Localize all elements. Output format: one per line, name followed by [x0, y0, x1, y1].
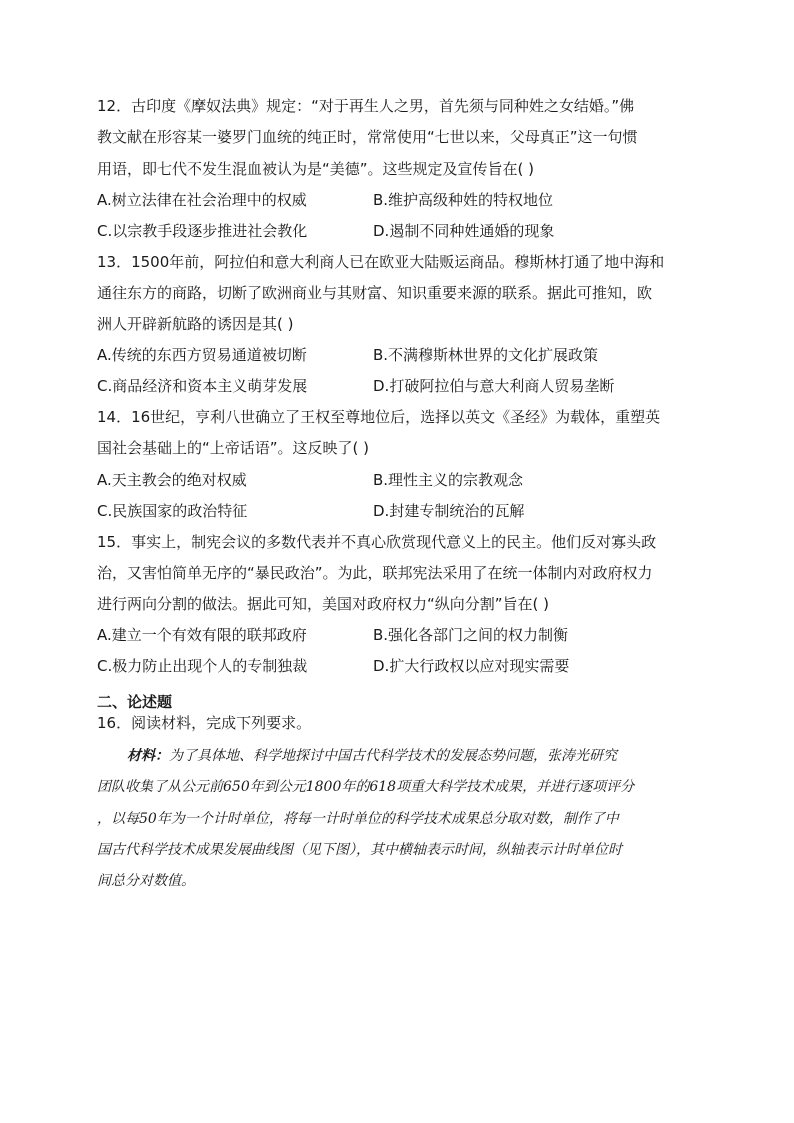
q13-option-b: B.不满穆斯林世界的文化扩展政策	[373, 346, 599, 364]
q12-option-b: B.维护高级种姓的特权地位	[373, 191, 554, 209]
q13-option-c: C.商品经济和资本主义萌芽发展	[97, 377, 308, 395]
q12-option-c: C.以宗教手段逐步推进社会教化	[97, 222, 308, 240]
material-text-1: 为了具体地、科学地探讨中国古代科学技术的发展态势问题，张涛光研究	[169, 748, 617, 764]
q15-line-3: 进行两向分割的做法。据此可知，美国对政府权力“纵向分割”旨在( )	[97, 595, 550, 613]
q14-option-d: D.封建专制统治的瓦解	[373, 502, 525, 520]
q15-option-d: D.扩大行政权以应对现实需要	[373, 657, 570, 675]
q13-option-d: D.打破阿拉伯与意大利商人贸易垄断	[373, 377, 615, 395]
q12-option-a: A.树立法律在社会治理中的权威	[97, 191, 307, 209]
q15-option-a: A.建立一个有效有限的联邦政府	[97, 626, 307, 644]
q14-line-1: 14．16世纪，亨利八世确立了王权至尊地位后，选择以英文《圣经》为载体，重塑英	[97, 408, 661, 426]
q12-line-3: 用语，即七代不发生混血被认为是“美德”。这些规定及宣传旨在( )	[97, 160, 535, 178]
q13-line-1: 13．1500年前，阿拉伯和意大利商人已在欧亚大陆贩运商品。穆斯林打通了地中海和	[97, 253, 665, 271]
q15-option-c: C.极力防止出现个人的专制独裁	[97, 657, 308, 675]
q13-option-a: A.传统的东西方贸易通道被切断	[97, 346, 307, 364]
q14-option-b: B.理性主义的宗教观念	[373, 471, 524, 489]
q12-line-2: 教文献在形容某一婆罗门血统的纯正时，常常使用“七世以来，父母真正”这一句惯	[97, 128, 638, 146]
q15-option-b: B.强化各部门之间的权力制衡	[373, 626, 569, 644]
q15-line-2: 治，又害怕简单无序的“暴民政治”。为此，联邦宪法采用了在统一体制内对政府权力	[97, 564, 653, 582]
material-label: 材料：	[127, 748, 169, 764]
q13-line-2: 通往东方的商路，切断了欧洲商业与其财富、知识重要来源的联系。据此可推知，欧	[97, 284, 653, 302]
material-line-2: 团队收集了从公元前650年到公元1800年的618项重大科学技术成果，并进行逐项评分	[97, 779, 635, 795]
q14-option-a: A.天主教会的绝对权威	[97, 471, 247, 489]
q15-line-1: 15．事实上，制宪会议的多数代表并不真心欣赏现代意义上的民主。他们反对寡头政	[97, 533, 657, 551]
q14-option-c: C.民族国家的政治特征	[97, 502, 248, 520]
material-line-5: 间总分对数值。	[97, 873, 195, 889]
q12-option-d: D.遏制不同种姓通婚的现象	[373, 222, 555, 240]
q12-line-1: 12．古印度《摩奴法典》规定：“对于再生人之男，首先须与同种姓之女结婚。”佛	[97, 97, 635, 115]
q16-intro: 16．阅读材料，完成下列要求。	[97, 714, 312, 732]
q13-line-3: 洲人开辟新航路的诱因是其( )	[97, 315, 294, 333]
material-line-1	[127, 746, 697, 766]
material-line-4: 国古代科学技术成果发展曲线图（见下图），其中横轴表示时间，纵轴表示计时单位时	[97, 842, 622, 858]
q14-line-2: 国社会基础上的“上帝话语”。这反映了( )	[97, 439, 370, 457]
section-heading: 二、论述题	[97, 693, 173, 711]
material-line-3: ，以每50年为一个计时单位，将每一计时单位的科学技术成果总分取对数，制作了中	[97, 811, 619, 827]
